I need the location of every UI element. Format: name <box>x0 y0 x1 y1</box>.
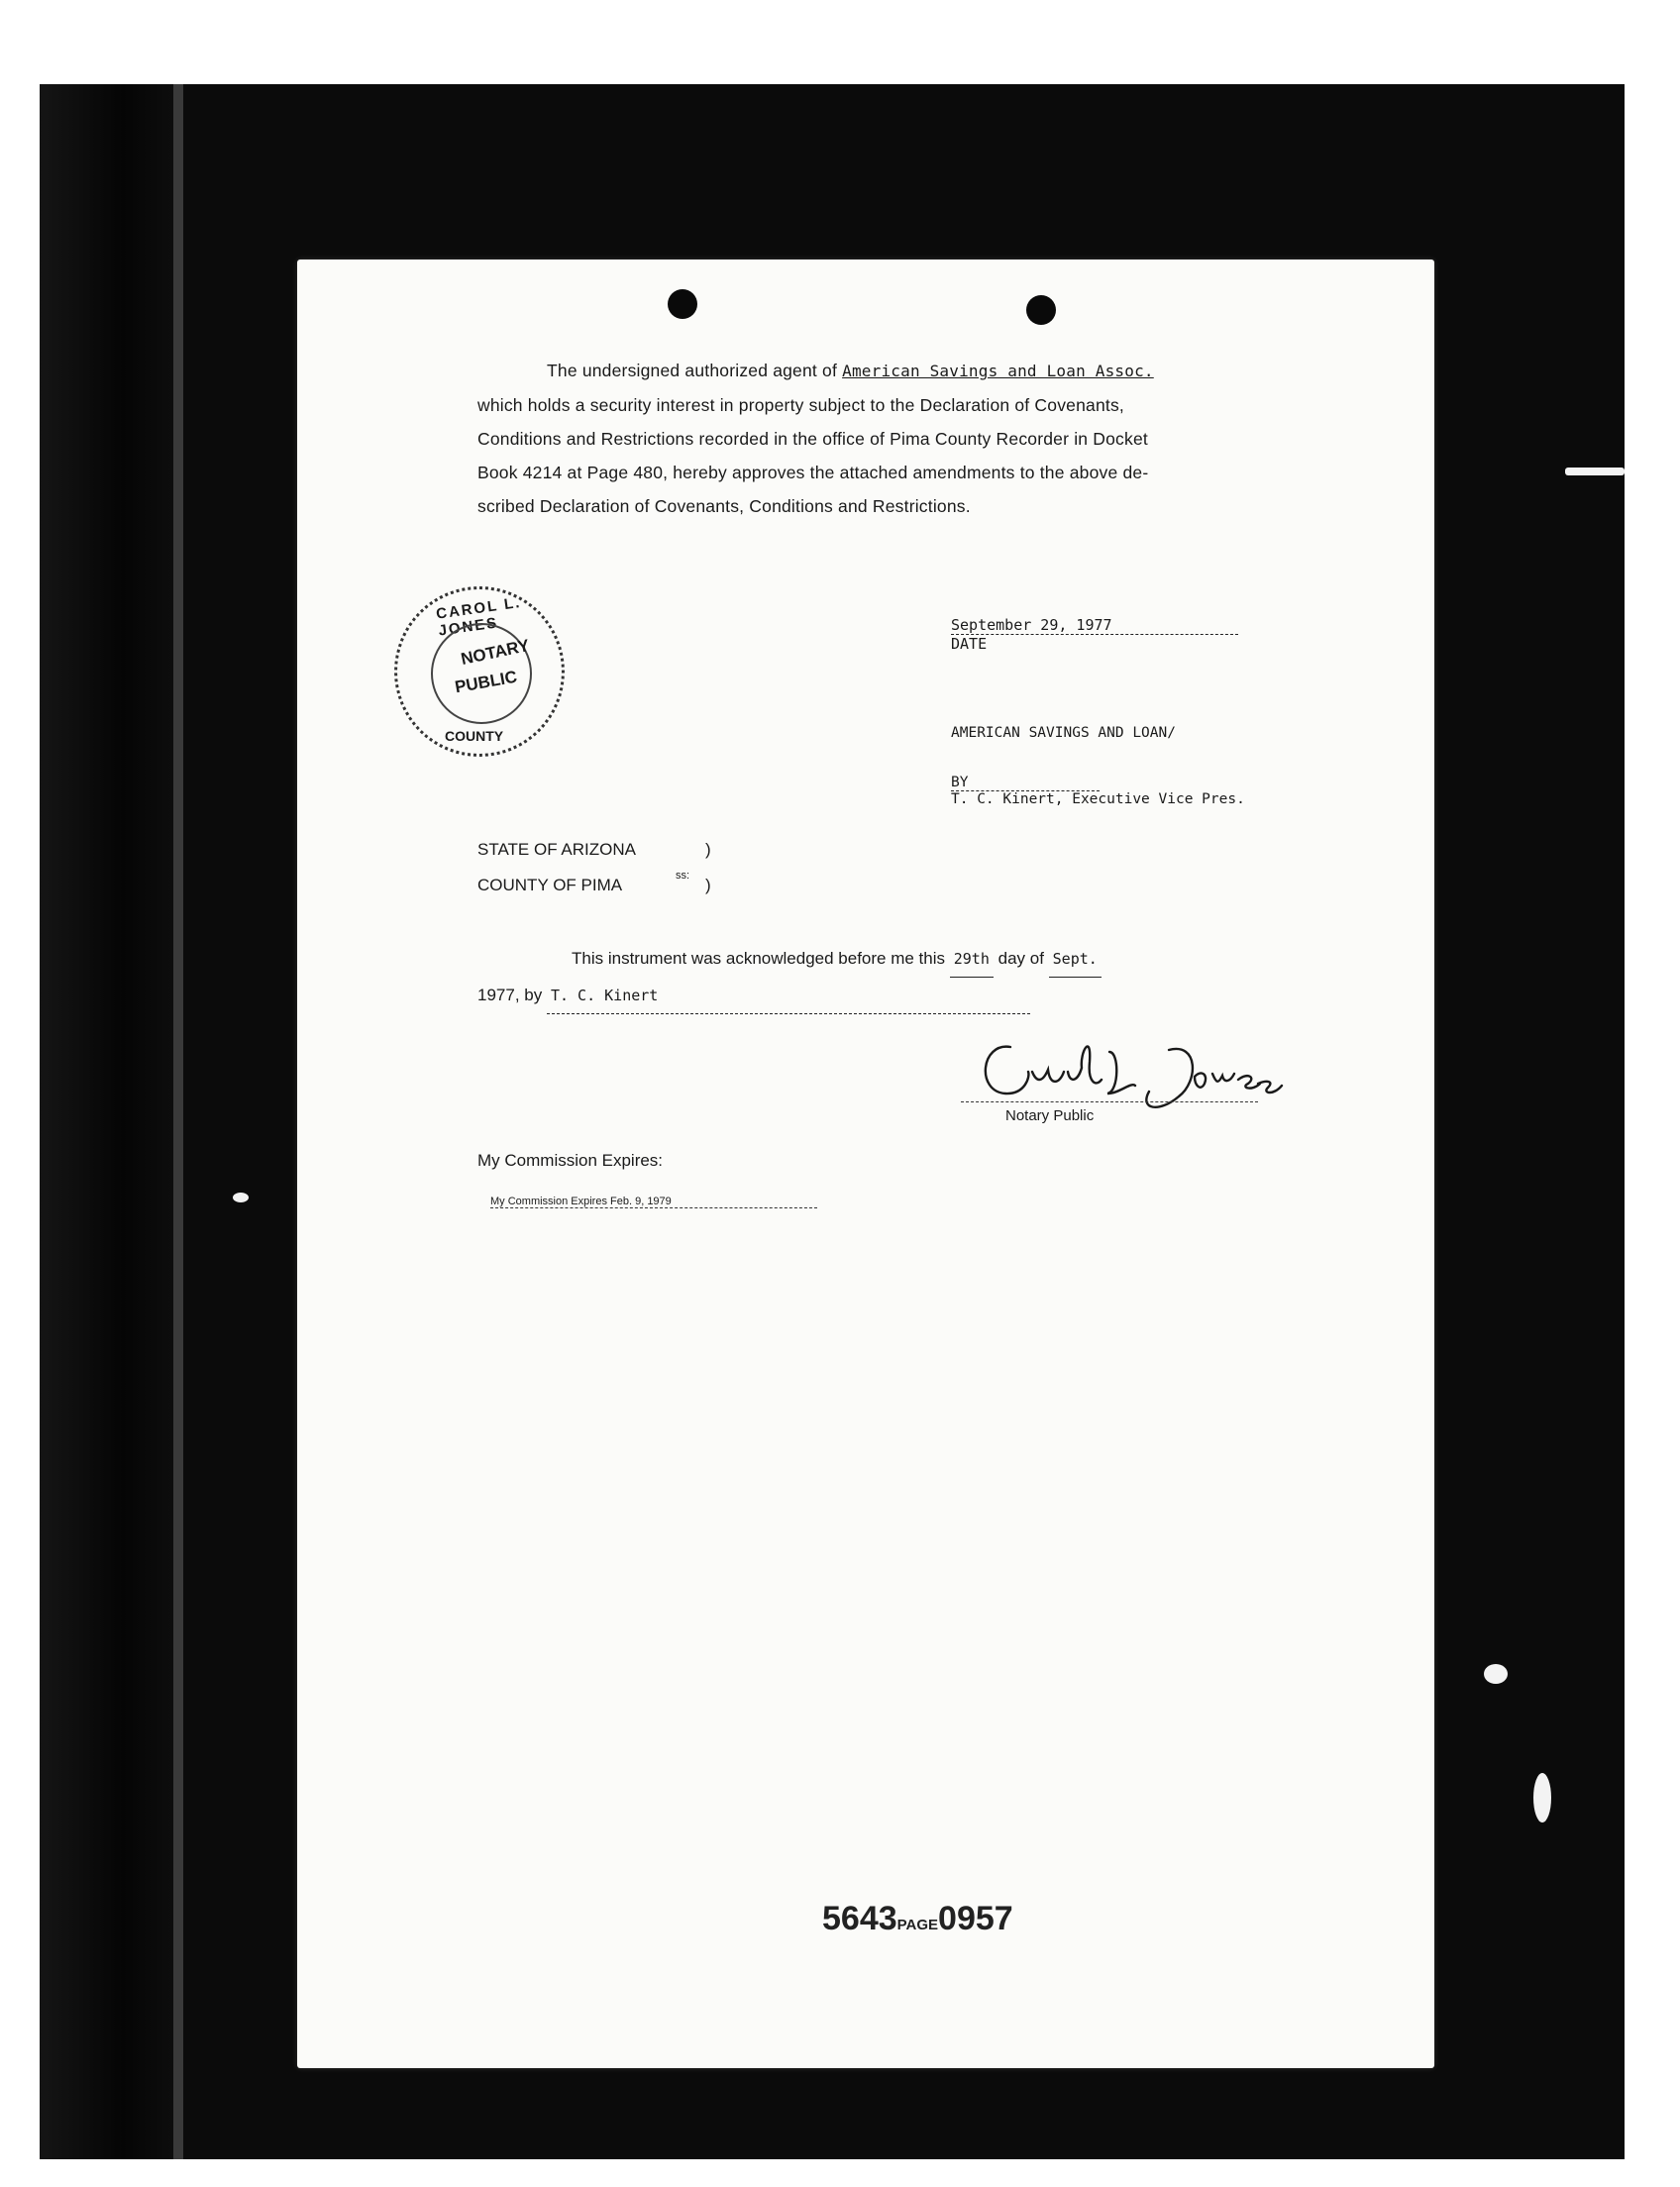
ack-text-b: day of <box>998 949 1044 968</box>
venue-bracket-2: ) <box>705 876 711 894</box>
by-line <box>951 775 1100 791</box>
docket-stamp <box>822 1900 1013 1938</box>
notary-seal <box>394 586 565 757</box>
scan-artifact <box>1565 468 1625 475</box>
paragraph-line-1-text: The undersigned authorized agent of <box>547 361 838 380</box>
venue-block <box>477 832 711 903</box>
commission-stamp: My Commission Expires Feb. 9, 1979 <box>490 1196 817 1208</box>
ack-line-1 <box>477 941 1369 978</box>
paragraph-line-3: Conditions and Restrictions recorded in the office of Pima County Recorder in Docket <box>477 429 1148 449</box>
by-label: BY <box>951 775 969 790</box>
lender-name-fill: American Savings and Loan Assoc. <box>842 362 1154 380</box>
paragraph-line-1 <box>477 354 1310 388</box>
docket-page-label: PAGE <box>896 1917 939 1933</box>
signer-name-title: T. C. Kinert, Executive Vice Pres. <box>951 791 1245 807</box>
scan-artifact <box>1533 1773 1551 1822</box>
seal-bottom-text: COUNTY <box>445 728 504 744</box>
scan-artifact <box>233 1193 249 1202</box>
approval-paragraph <box>477 354 1310 523</box>
venue-county: COUNTY OF PIMA <box>477 876 623 894</box>
paragraph-line-4: Book 4214 at Page 480, hereby approves the attached amendments to the above de- <box>477 463 1149 482</box>
punch-hole-left <box>668 289 697 319</box>
seal-inner-ring <box>431 623 532 724</box>
signer-block <box>951 775 1245 807</box>
ack-name: T. C. Kinert <box>547 978 1030 1014</box>
venue-state: STATE OF ARIZONA <box>477 840 636 859</box>
seal-top-text: CAROL L. JONES <box>435 593 523 640</box>
commission-label: My Commission Expires: <box>477 1151 664 1170</box>
paragraph-line-5: scribed Declaration of Covenants, Conditions and Restrictions. <box>477 496 971 516</box>
organization-name: AMERICAN SAVINGS AND LOAN/ <box>951 725 1176 741</box>
venue-bracket-1: ) <box>705 840 711 859</box>
punch-hole-right <box>1026 295 1056 325</box>
scan-left-edge <box>40 84 178 2159</box>
document-page <box>297 260 1434 2068</box>
paragraph-line-2: which holds a security interest in property subject to the Declaration of Covenants, <box>477 395 1124 415</box>
date-block <box>951 616 1238 653</box>
seal-center-text-2: PUBLIC <box>453 667 519 697</box>
ack-day: 29th <box>950 941 994 978</box>
scan-artifact <box>1484 1664 1508 1684</box>
date-label: DATE <box>951 635 988 653</box>
docket-book: 5643 <box>822 1900 897 1937</box>
notary-signature-line <box>961 1101 1258 1102</box>
scan-stripe <box>173 84 183 2159</box>
acknowledgment-block <box>477 941 1369 1014</box>
seal-center-text-1: NOTARY <box>459 635 531 670</box>
ack-year-text: 1977, by <box>477 986 543 1004</box>
venue-state-row <box>477 832 711 868</box>
ack-month: Sept. <box>1049 941 1102 978</box>
date-value: September 29, 1977 <box>951 616 1238 635</box>
ack-text-a: This instrument was acknowledged before me this <box>572 949 946 968</box>
docket-page: 0957 <box>938 1900 1013 1937</box>
venue-ss: ss: <box>676 870 690 882</box>
notary-label: Notary Public <box>1005 1107 1095 1124</box>
ack-line-2 <box>477 978 1369 1014</box>
